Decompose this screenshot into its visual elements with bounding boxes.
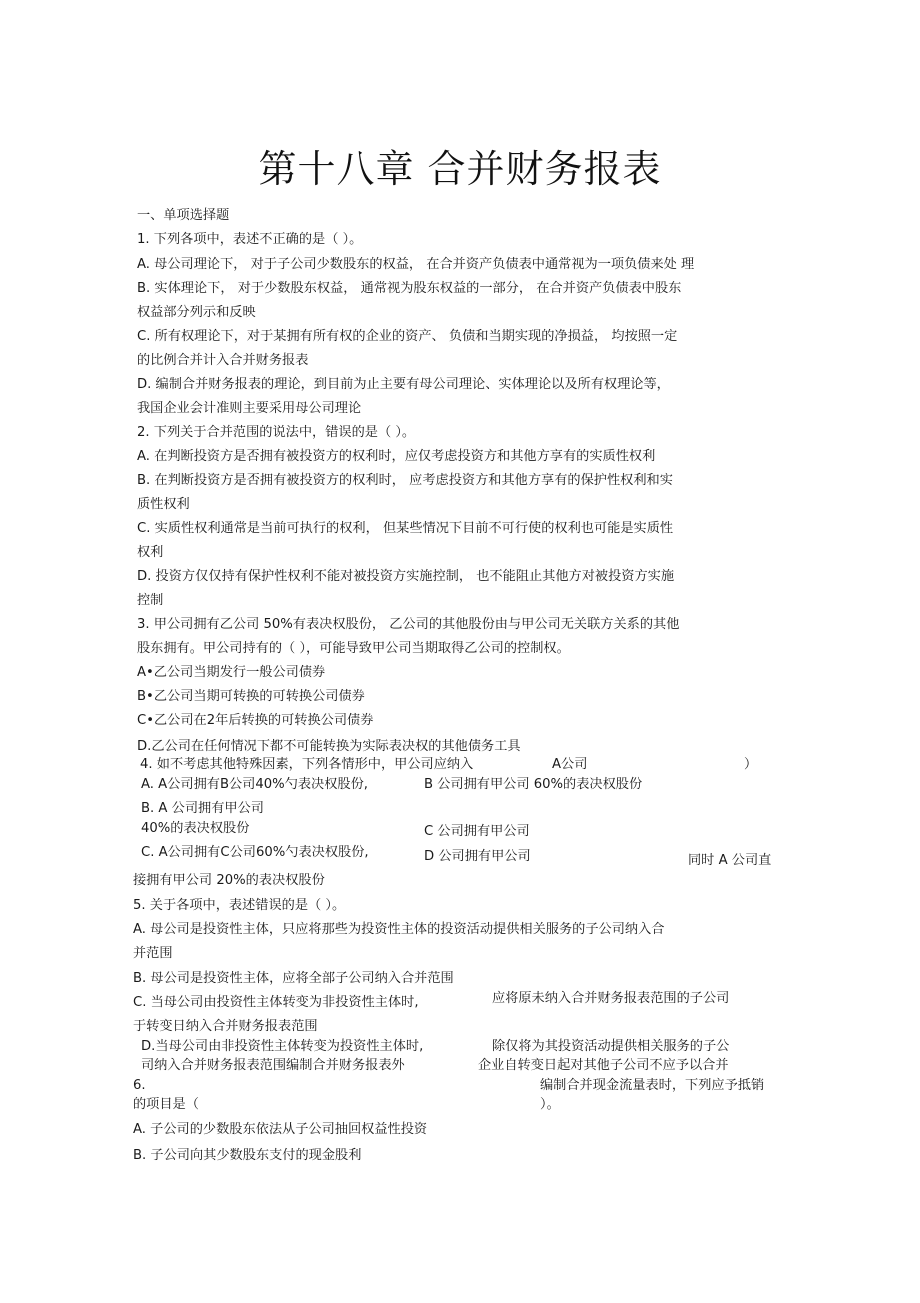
q4-stem-end: ） xyxy=(744,757,758,772)
q6-stem: 的项目是（ xyxy=(133,1097,199,1112)
q5-option-d-cont-right: 企业自转变日起对其他子公司不应予以合并 xyxy=(478,1058,729,1073)
q4-stem-company: A公司 xyxy=(552,757,588,772)
q5-option-a-cont: 并范围 xyxy=(133,946,173,961)
q3-option-b: B•乙公司当期可转换的可转换公司债券 xyxy=(137,689,365,704)
q1-option-d: D. 编制合并财务报表的理论，到目前为止主要有母公司理论、实体理论以及所有权理论等， xyxy=(137,377,670,392)
q5-option-d-right: 除仅将为其投资活动提供相关服务的子公 xyxy=(492,1039,730,1054)
q1-option-b-cont: 权益部分列示和反映 xyxy=(137,305,256,320)
page-title: 第十八章 合并财务报表 xyxy=(258,147,662,191)
q2-option-c: C. 实质性权利通常是当前可执行的权利， 但某些情况下目前不可行使的权利也可能是实质性 xyxy=(137,521,674,536)
q4-option-b: B. A 公司拥有甲公司 xyxy=(141,801,264,816)
q6-stem-end: ）。 xyxy=(540,1097,560,1112)
q1-option-a: A. 母公司理论下， 对于子公司少数股东的权益， 在合并资产负债表中通常视为一项负债来处 理 xyxy=(137,257,695,272)
q4-option-c-right: C 公司拥有甲公司 xyxy=(424,824,530,839)
q4-option-b-cont: 40%的表决权股份 xyxy=(141,821,250,836)
q2-option-c-cont: 权利 xyxy=(137,545,164,560)
q5-option-c-cont: 于转变日纳入合并财务报表范围 xyxy=(133,1019,318,1034)
q4-option-d-far: 同时 A 公司直 xyxy=(688,853,772,868)
q4-option-b-right: B 公司拥有甲公司 60%的表决权股份 xyxy=(424,777,643,792)
q3-option-c: C•乙公司在2年后转换的可转换公司债券 xyxy=(137,713,374,728)
q1-stem: 1. 下列各项中，表述不正确的是（ ）。 xyxy=(137,232,363,247)
q5-stem: 5. 关于各项中，表述错误的是（ ）。 xyxy=(133,898,346,913)
q2-option-d: D. 投资方仅仅持有保护性权利不能对被投资方实施控制， 也不能阻止其他方对被投资方实施 xyxy=(137,569,675,584)
q3-option-d: D.乙公司在任何情况下都不可能转换为实际表决权的其他债务工具 xyxy=(137,739,521,754)
q5-option-a: A. 母公司是投资性主体，只应将那些为投资性主体的投资活动提供相关服务的子公司纳入合 xyxy=(133,922,665,937)
q4-stem: 4. 如不考虑其他特殊因素，下列各情形中，甲公司应纳入 xyxy=(140,757,474,772)
q2-option-b-cont: 质性权利 xyxy=(137,497,190,512)
q2-option-a: A. 在判断投资方是否拥有被投资方的权利时，应仅考虑投资方和其他方享有的实质性权利 xyxy=(137,449,656,464)
q6-number: 6. xyxy=(133,1078,146,1093)
q2-stem: 2. 下列关于合并范围的说法中，错误的是（ ）。 xyxy=(137,425,416,440)
q6-option-b: B. 子公司向其少数股东支付的现金股利 xyxy=(133,1148,362,1163)
q3-stem: 3. 甲公司拥有乙公司 50%有表决权股份， 乙公司的其他股份由与甲公司无关联方关系的其他 xyxy=(137,617,680,632)
q4-option-a: A. A公司拥有B公司40%勺表决权股份, xyxy=(141,777,368,792)
q6-option-a: A. 子公司的少数股东依法从子公司抽回权益性投资 xyxy=(133,1122,428,1137)
q1-option-c-cont: 的比例合并计入合并财务报表 xyxy=(137,353,309,368)
q1-option-c: C. 所有权理论下，对于某拥有所有权的企业的资产、 负债和当期实现的净损益， 均按照一定 xyxy=(137,329,678,344)
q1-option-d-cont: 我国企业会计准则主要采用母公司理论 xyxy=(137,401,362,416)
q3-stem-cont: 股东拥有。甲公司持有的（ ），可能导致甲公司当期取得乙公司的控制权。 xyxy=(137,641,570,656)
section-heading: 一、单项选择题 xyxy=(137,208,230,223)
q2-option-d-cont: 控制 xyxy=(137,593,164,608)
q3-option-a: A•乙公司当期发行一般公司债券 xyxy=(137,665,326,680)
q4-option-d-right: D 公司拥有甲公司 xyxy=(424,849,531,864)
q5-option-c-right: 应将原未纳入合并财务报表范围的子公司 xyxy=(492,991,730,1006)
q1-option-b: B. 实体理论下， 对于少数股东权益， 通常视为股东权益的一部分， 在合并资产负债表中股东 xyxy=(137,281,682,296)
q5-option-d: D.当母公司由非投资性主体转变为投资性主体时, xyxy=(141,1039,424,1054)
q4-option-c: C. A公司拥有C公司60%勺表决权股份, xyxy=(141,845,369,860)
q4-option-d-cont: 接拥有甲公司 20%的表决权股份 xyxy=(133,873,325,888)
q5-option-d-cont: 司纳入合并财务报表范围编制合并财务报表外 xyxy=(141,1058,405,1073)
q2-option-b: B. 在判断投资方是否拥有被投资方的权利时， 应考虑投资方和其他方享有的保护性权利和实 xyxy=(137,473,673,488)
q5-option-c: C. 当母公司由投资性主体转变为非投资性主体时, xyxy=(133,995,419,1010)
q5-option-b: B. 母公司是投资性主体，应将全部子公司纳入合并范围 xyxy=(133,971,454,986)
q6-stem-right: 编制合并现金流量表时，下列应予抵销 xyxy=(540,1078,765,1093)
